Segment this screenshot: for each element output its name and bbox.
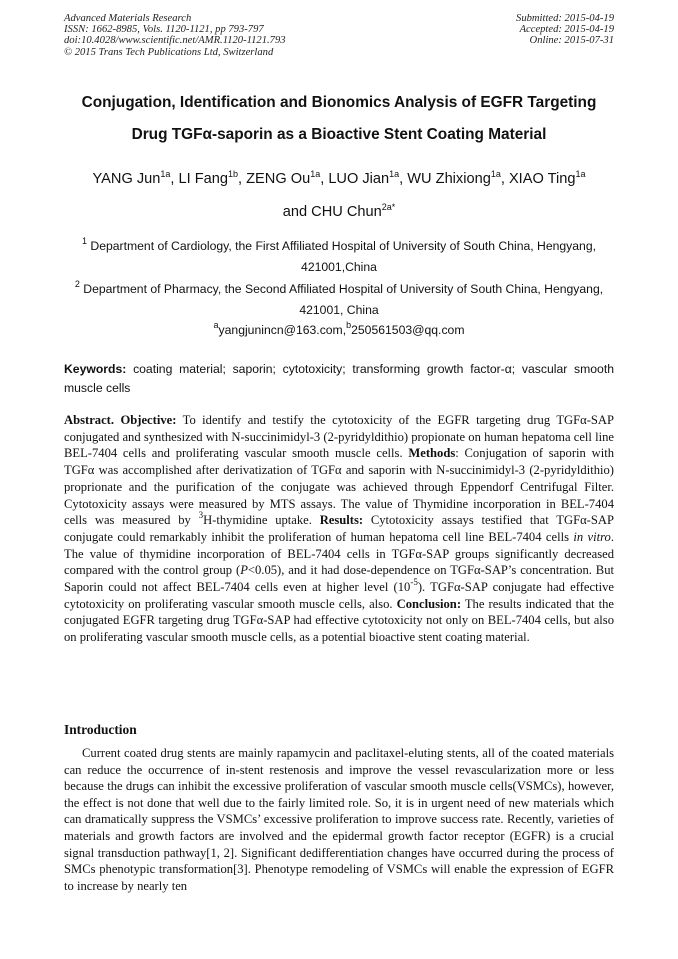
- author: CHU Chun: [311, 204, 382, 220]
- author-list-cont: [40, 203, 638, 221]
- affiliation-text: Department of Pharmacy, the Second Affiliated Hospital of University of South China, Hengyang, 421001, China: [83, 282, 604, 317]
- accepted-date: Accepted: 2015-04-19: [519, 24, 614, 36]
- results-label: Results:: [319, 513, 364, 528]
- objective-label: Objective:: [120, 413, 177, 427]
- author-sup: 2a*: [381, 202, 396, 212]
- affiliation-text: Department of Cardiology, the First Affiliated Hospital of University of South China, Hengyang, 421001,China: [90, 239, 596, 274]
- affiliation-2: [60, 279, 618, 321]
- methods-text: : Conjugation of saporin with TGFα was accomplished after derivatization of TGFα and saporin with N-succinimidyl-3 (2-pyridyldithio) proprionate and the purification of the conjugate was achieved through Eppendorf Centrifugal Filter. Cytotoxicity assays were measured by MTS assays. The value of Thymidine incorporation in BEL-7404 cells was measured by: [64, 446, 614, 528]
- author-sup: 1a: [310, 169, 321, 179]
- journal-header: [64, 13, 286, 58]
- author-sup: 1a: [160, 169, 171, 179]
- results-text-a: Cytotoxicity assays testified that TGFα-SAP conjugate could remarkably inhibit the proliferation of human hepatoma cell line BEL-7404 cells: [64, 513, 614, 544]
- methods-label: Methods: [408, 446, 456, 461]
- results-p: P: [240, 563, 248, 578]
- copyright-line: © 2015 Trans Tech Publications Ltd, Switzerland: [64, 46, 274, 58]
- keywords: [64, 360, 614, 397]
- author-sup: 1a: [490, 169, 501, 179]
- paper-title-line-1: Conjugation, Identification and Bionomics Analysis of EGFR Targeting: [81, 94, 597, 111]
- author-sup: 1b: [228, 169, 239, 179]
- author: YANG Jun: [92, 171, 161, 187]
- results-italic: in vitro: [573, 529, 611, 544]
- introduction-text: Current coated drug stents are mainly rapamycin and paclitaxel-eluting stents, all of the coated materials can reduce the occurrence of in-stent restenosis and improve the vessel revascularization more or less because the drugs can inhibit the excessive proliferation of vascular smooth muscle cells(VSMCs), however, the effect is not done that well due to the fairly limited role. So, it is in urgent need of new materials which can dramatically suppress the VSMCs’ excessive proliferation to improve success rate. Recently, varieties of materials and growth factors are involved and the epidermal growth factor receptor (EGFR) is a crucial signal transduction pathway[1, 2]. Significant dedifferentiation changes have occurred during the process of SMCs phenotypic transformation[3]. Phenotype remodeling of VSMCs will enable the expression of EGFR to increase by nearly ten: [64, 746, 614, 893]
- authors-and: and: [282, 204, 308, 220]
- email-link[interactable]: 250561503@qq.com: [351, 323, 465, 337]
- keywords-text: coating material; saporin; cytotoxicity; transforming growth factor-α; vascular smooth muscle cells: [64, 362, 614, 395]
- author: LI Fang: [178, 171, 228, 187]
- dates-header: [516, 13, 614, 47]
- author-sup: 1a: [389, 169, 400, 179]
- affiliation-1: [60, 236, 618, 278]
- paper-title-line-2: Drug TGFα-saporin as a Bioactive Stent Coating Material: [131, 126, 547, 143]
- keywords-label: Keywords:: [64, 362, 127, 376]
- email-sup: a: [213, 320, 219, 330]
- email-sup: b: [346, 320, 352, 330]
- results-text-b: . The value of thymidine incorporation of BEL-7404 cells in TGFα-SAP groups significantly decreased compared with the control group (: [64, 529, 614, 578]
- online-date: Online: 2015-07-31: [529, 35, 614, 47]
- conclusion-label: Conclusion:: [396, 596, 462, 611]
- journal-name: Advanced Materials Research: [64, 13, 192, 24]
- introduction-heading: Introduction: [64, 722, 137, 737]
- conclusion-text: The results indicated that the conjugated EGFR targeting drug TGFα-SAP had effective cytotoxicity not only on BEL-7404 cells, but also on proliferating vascular smooth muscle cells, as a potential bioactive stent coating material.: [64, 596, 615, 645]
- affiliation-sup: 2: [74, 279, 80, 289]
- results-text-c: <0.05), and it had dose-dependence on TGFα-SAP’s concentration. But Saporin could not affect BEL-7404 cells even at higher level (10: [64, 563, 614, 595]
- methods-tail: H-thymidine uptake.: [203, 513, 312, 528]
- objective-text: To identify and testify the cytotoxicity of the EGFR targeting drug TGFα-SAP conjugated and synthesized with N-succinimidyl-3 (2-pyridyldithio) propionate on human hepatoma cell line BEL-7404 cells and proliferating vascular smooth muscle cells.: [64, 413, 615, 461]
- email-line: [60, 320, 618, 337]
- author-list: YANG Jun$^{1a}$, LI Fang$^{1b}$, ZENG $Ou^{1a}$, LUO Jian$^{1a}$, WU Zhixiong$^{1a}$, XIAO Ting$^{1a}$: [92, 169, 586, 187]
- author-sup: 1a: [575, 169, 586, 179]
- affiliation-sup: 1: [82, 236, 88, 246]
- doi-line: doi:10.4028/www.scientific.net/AMR.1120-1121.793: [64, 35, 286, 47]
- abstract-label: Abstract.: [64, 413, 115, 427]
- abstract: [64, 412, 614, 646]
- results-text-d: ). TGFα-SAP conjugate had effective cytotoxicity on proliferating vascular smooth muscle cells, also.: [64, 580, 614, 611]
- submitted-date: Submitted: 2015-04-19: [516, 13, 614, 24]
- author: XIAO Ting: [508, 171, 576, 187]
- author: WU Zhixiong: [407, 171, 491, 187]
- results-exp: -5: [410, 577, 418, 588]
- author: LUO Jian: [328, 171, 390, 187]
- methods-sup: 3: [198, 510, 204, 521]
- author: ZENG Ou: [246, 171, 311, 187]
- email-link[interactable]: yangjunincn@163.com,: [218, 323, 347, 337]
- issn-line: ISSN: 1662-8985, Vols. 1120-1121, pp 793-797: [64, 24, 264, 36]
